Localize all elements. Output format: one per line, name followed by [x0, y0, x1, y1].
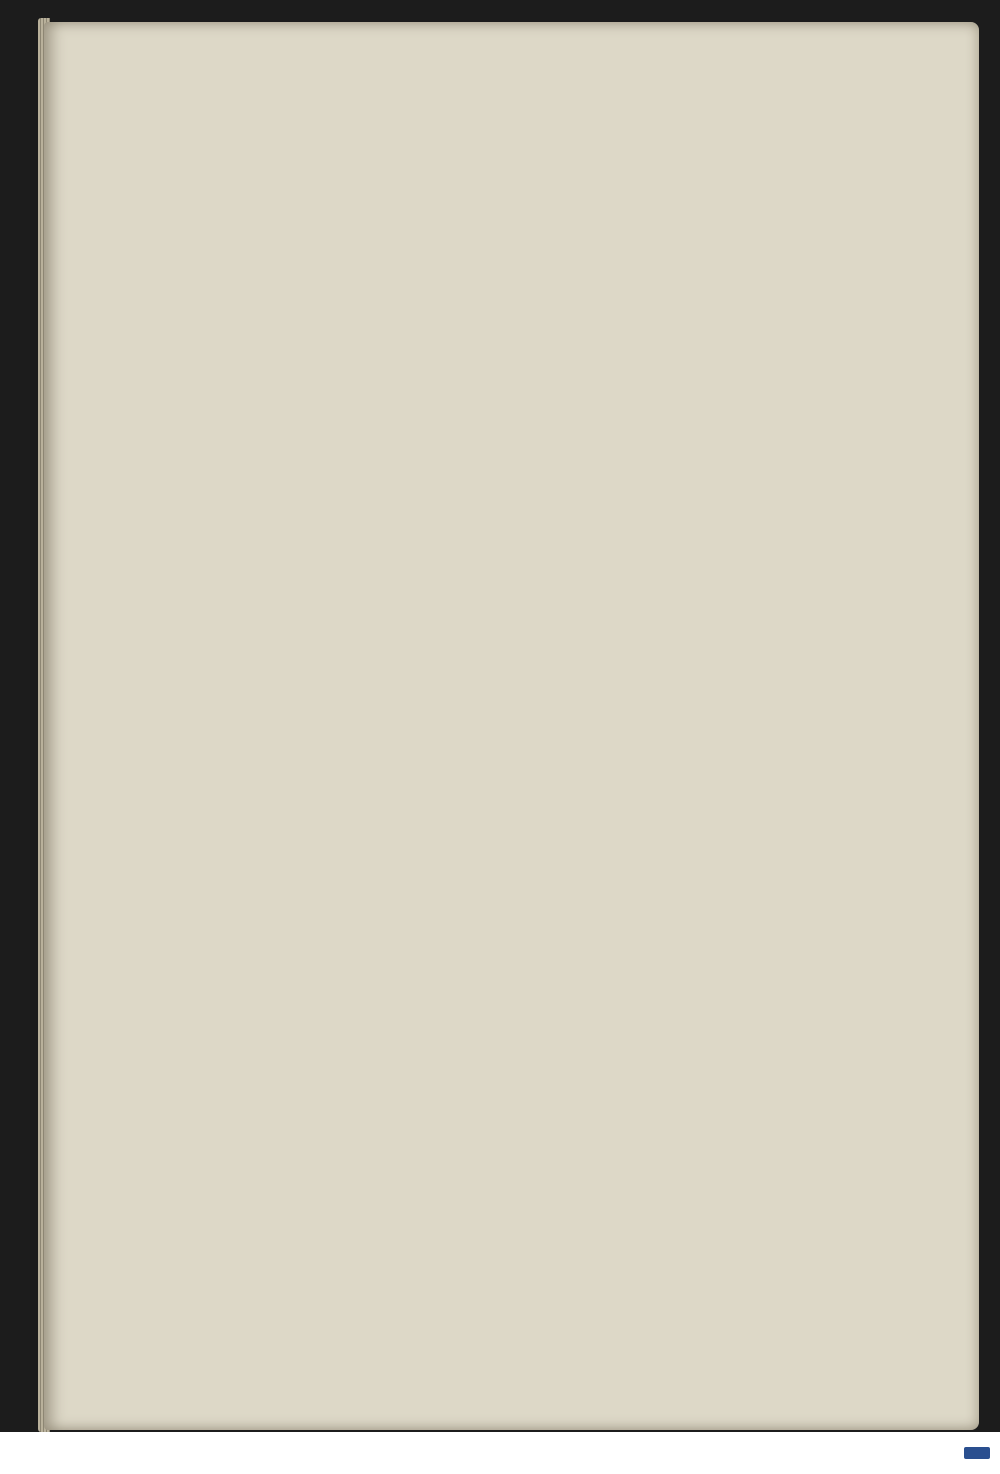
verse-line	[312, 298, 962, 337]
dfg-logo-icon	[964, 1447, 990, 1459]
verse-line	[312, 142, 962, 181]
verse-line	[312, 220, 962, 259]
verse-line	[312, 259, 962, 298]
verse-block	[312, 142, 962, 337]
footer-bar	[0, 1432, 1000, 1474]
verse-line	[312, 181, 962, 220]
running-head	[256, 104, 896, 144]
